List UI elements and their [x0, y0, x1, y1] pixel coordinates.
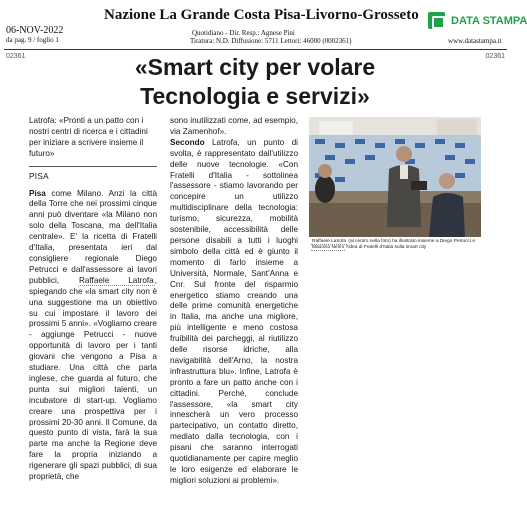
paragraph-lead-word: Secondo [170, 137, 205, 147]
header-page-ref: da pag. 9 / foglio 1 [6, 36, 59, 44]
headline-line-2: Tecnologia e servizi» [140, 83, 370, 109]
article-headline [70, 53, 440, 111]
highlighted-name: Raffaele Latrofa [78, 275, 154, 285]
header-divider [4, 49, 507, 50]
brand-logo [428, 12, 527, 29]
deck-divider [29, 166, 157, 167]
article-column-1 [29, 116, 157, 483]
header-meta-circulation: Tiratura: N.D. Diffusione: 5711 Lettori: 46000 (0002361) [190, 37, 352, 45]
body-text: , spiegando che «la smart city non è una suggestione ma un obiettivo su cui impostare il lavoro dei prossimi 5 anni». «Vogliamo creare - aggiunge Petrucci - nuove opportunità di lavoro per i tanti giovani che vengono a Pisa a studiare. Una città che parla inglese, che guarda al futuro, che punta sui migliori talenti, un incubatore di start-up. Vogliamo creare una prospettiva per i prossimi 20-30 anni. Il Comune, da questo punto di vista, farà la sua parte ma anche la Regione deve fare la propria iniziando a rigenerare gli spazi pubblici, di sua proprietà, che [29, 275, 157, 482]
caption-name: Raffaele Latrofa [312, 239, 347, 244]
photo-caption [311, 239, 487, 252]
article-photo [309, 117, 481, 237]
section-label: PISA [29, 171, 49, 181]
article-deck: Latrofa: «Pronti a un patto con i nostri centri di ricerca e i cittadini per iniziare a scrivere insieme il futuro» [29, 116, 148, 158]
photo-scene [309, 117, 481, 237]
header-date: 06-NOV-2022 [6, 25, 64, 36]
lead-word: Pisa [29, 188, 46, 198]
code-right: 02361 [485, 53, 505, 60]
body-text: Latrofa, un punto di svolta, è rappresentato dall'utilizzo delle nuove tecnologie. «Con Fratelli d'Italia - sottolinea l'assessore - stiamo lavorando per concepire un utilizzo multidisciplinare della tecnologia: turismo, sicurezza, mobilità sostenibile, accessibilità delle persone disabili a tutti i luoghi simbolo della città ed è giunto il momento di farlo insieme a Università, Normale, Sant'Anna e Cnr. Sul fronte del risparmio energetico stiamo creando una delle prime comunità energetiche in Italia, ma anche una migliore, più intelligente e meno costosa fruibilità dei parcheggi, al riutilizzo delle risorse idriche, alla navigabilità dell'Arno, la nostra infrastruttura blu». Infine, Latrofa è pronto a fare un patto anche con i cittadini. Perché, conclude l'assessore, «la smart city innescherà un vero processo partecipativo, un contatto diretto, mediato dalla tecnologia, con i pisani che saranno interrogati quotidianamente per capire meglio le loro esigenze ed elaborare le migliori soluzioni ai problemi». [170, 137, 298, 485]
data-stampa-logo-icon [428, 12, 445, 29]
column-1-body [29, 189, 157, 483]
header-meta-director: Quotidiano - Dir. Resp.: Agnese Pini [192, 29, 295, 37]
body-text: come Milano. Anzi la città della Torre che nei prossimi cinque anni può diventare «la Milano non solo della Toscana, ma dell'Italia centrale». E' la ricetta di Fratelli d'Italia, presentata ieri dal consigliere regionale Diego Petrucci e dall'assessore ai lavori pubblici, [29, 188, 157, 285]
newspaper-title: Nazione La Grande Costa Pisa-Livorno-Grosseto [104, 7, 419, 23]
brand-name: DATA STAMPA [451, 14, 527, 27]
headline-line-1: «Smart city per volare [134, 54, 376, 80]
caption-name: Maurizio Nerini [312, 245, 344, 251]
code-left: 02361 [6, 53, 26, 60]
caption-text: l'idea di Fratelli d'Italia sulla smart city [345, 245, 427, 251]
caption-text: (al centro nella foto) ha illustrato insieme a Diego Petrucci e [347, 239, 476, 244]
body-text: sono inutilizzati come, ad esempio, via Zamenhof». [170, 116, 298, 136]
header-url[interactable]: www.datastampa.it [448, 37, 502, 45]
article-column-2 [170, 116, 298, 487]
